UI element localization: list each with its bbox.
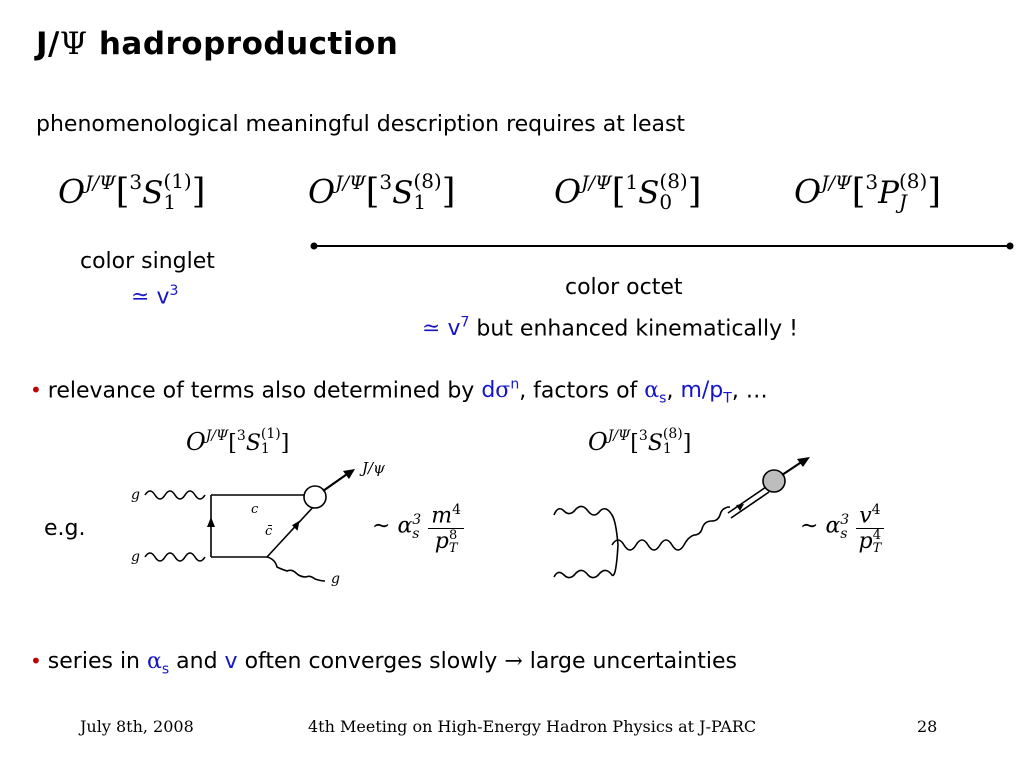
jpsi-label: J/ψ	[362, 459, 385, 477]
singlet-scaling	[131, 283, 178, 309]
operator-symbol: O	[58, 172, 86, 211]
color-singlet-label: color singlet	[80, 249, 215, 274]
footer-page-number: 28	[917, 717, 938, 736]
footer-date: July 8th, 2008	[80, 717, 194, 736]
operator-octet-3pj: $O^{J/\Psi}[^3P$ (8) J ]	[794, 168, 941, 214]
jpsi-octet-blob-icon	[763, 470, 785, 492]
right-diagram-operator: $O^{J/\Psi}[^3S$ (8) 1 ]	[588, 426, 692, 457]
operator-color-state: (8)	[899, 168, 928, 193]
operator-singlet-3s1: $O^{J/\Psi}[^3S$ (1) 1 ]	[58, 168, 206, 214]
alpha-s: $\alpha_s$	[147, 649, 170, 678]
operator-spin-multiplicity: 3	[129, 170, 143, 194]
subtitle: phenomenological meaningful description requires at least	[36, 112, 686, 137]
anticharm-label: c̄	[265, 524, 273, 539]
operator-octet-3s1: $O^{J/\Psi}[^3S$ (8) 1 ]	[308, 168, 456, 214]
octet-range-line	[306, 238, 1018, 254]
left-diagram-operator: $O^{J/\Psi}[^3S$ (1) 1 ]	[186, 426, 290, 457]
right-scaling-formula: ∼ α 3 s $v^4$ p 4 T	[800, 498, 884, 555]
velocity-symbol: v	[156, 284, 170, 310]
operator-spin-multiplicity: 3	[379, 170, 393, 194]
operator-orbital: S	[142, 175, 164, 211]
operator-superscript: J/Ψ	[335, 172, 366, 194]
gluon-line-top	[145, 491, 205, 499]
bullet-text: often converges slowly	[237, 649, 505, 674]
gluon-line-in-upper	[554, 506, 618, 545]
operator-octet-1s0: $O^{J/\Psi}[^1S$ (8) 0 ]	[554, 168, 702, 214]
velocity-symbol: v	[224, 649, 238, 674]
operator-total-j: 1	[163, 189, 177, 214]
alpha-s: $\alpha_s$	[644, 378, 667, 407]
operator-color-state: (8)	[413, 168, 442, 193]
jpsi-vertex-icon	[304, 486, 326, 508]
right-arrow-icon: →	[504, 649, 523, 674]
operator-orbital: S	[392, 175, 414, 211]
gluon-propagator	[612, 540, 684, 550]
operator-orbital: P	[878, 175, 899, 211]
operator-total-j: J	[899, 189, 908, 214]
operator-total-j: 1	[413, 189, 427, 214]
operator-superscript: J/Ψ	[821, 172, 852, 194]
bullet-dot-icon: •	[30, 378, 42, 403]
velocity-power: 3	[169, 283, 179, 299]
slide-title	[36, 26, 398, 62]
velocity-power: 7	[460, 315, 470, 331]
operator-total-j: 0	[659, 189, 673, 214]
bullet-convergence	[30, 649, 737, 677]
bullet-text: ,	[666, 378, 681, 404]
eg-label: e.g.	[44, 516, 86, 541]
gluon-label: g	[131, 549, 140, 565]
bullet-text: , …	[731, 378, 768, 404]
bullet-text: , factors of	[519, 378, 645, 404]
operator-spin-multiplicity: 3	[865, 170, 879, 194]
charm-label: c	[251, 502, 259, 517]
singlet-feynman-diagram	[125, 455, 405, 595]
footer-meeting: 4th Meeting on High-Energy Hadron Physics at J-PARC	[308, 717, 757, 736]
bullet-relevance	[30, 377, 768, 407]
bullet-text: series in	[47, 649, 147, 674]
operator-orbital: S	[638, 175, 660, 211]
octet-note: but enhanced kinematically !	[469, 316, 798, 342]
octet-feynman-diagram	[548, 455, 818, 585]
velocity-symbol: v	[447, 316, 461, 342]
operator-symbol: O	[554, 172, 582, 211]
operator-symbol: O	[308, 172, 336, 211]
operator-color-state: (1)	[163, 168, 192, 193]
title-rest: hadroproduction	[87, 26, 399, 62]
color-octet-label: color octet	[565, 275, 683, 300]
approx-symbol: ≃	[131, 284, 150, 310]
title-psi: Ψ	[59, 26, 88, 62]
bullet-text: large uncertainties	[522, 649, 737, 674]
m-over-pt: $m/p_T$	[680, 378, 732, 407]
approx-symbol: ≃	[422, 316, 441, 342]
operator-spin-multiplicity: 1	[625, 170, 639, 194]
gluon-line-out	[684, 507, 730, 545]
left-scaling-formula: ∼ α 3 s $m^4$ p 8 T	[372, 498, 464, 555]
bullet-text: and	[169, 649, 225, 674]
gluon-line-out	[267, 557, 325, 581]
operator-superscript: J/Ψ	[581, 172, 612, 194]
title-prefix: J/	[36, 26, 60, 62]
operator-symbol: O	[794, 172, 822, 211]
octet-scaling-value	[422, 316, 469, 341]
d-sigma-n: $d\sigma^n$	[481, 377, 520, 404]
gluon-line-bottom	[145, 553, 205, 561]
bullet-dot-icon: •	[30, 649, 42, 673]
bullet-text: relevance of terms also determined by	[47, 378, 482, 404]
gluon-line-in-lower	[554, 545, 618, 578]
operator-color-state: (8)	[659, 168, 688, 193]
gluon-label: g	[131, 487, 140, 503]
octet-scaling	[422, 315, 798, 341]
operator-superscript: J/Ψ	[85, 172, 116, 194]
gluon-label: g	[331, 571, 340, 587]
